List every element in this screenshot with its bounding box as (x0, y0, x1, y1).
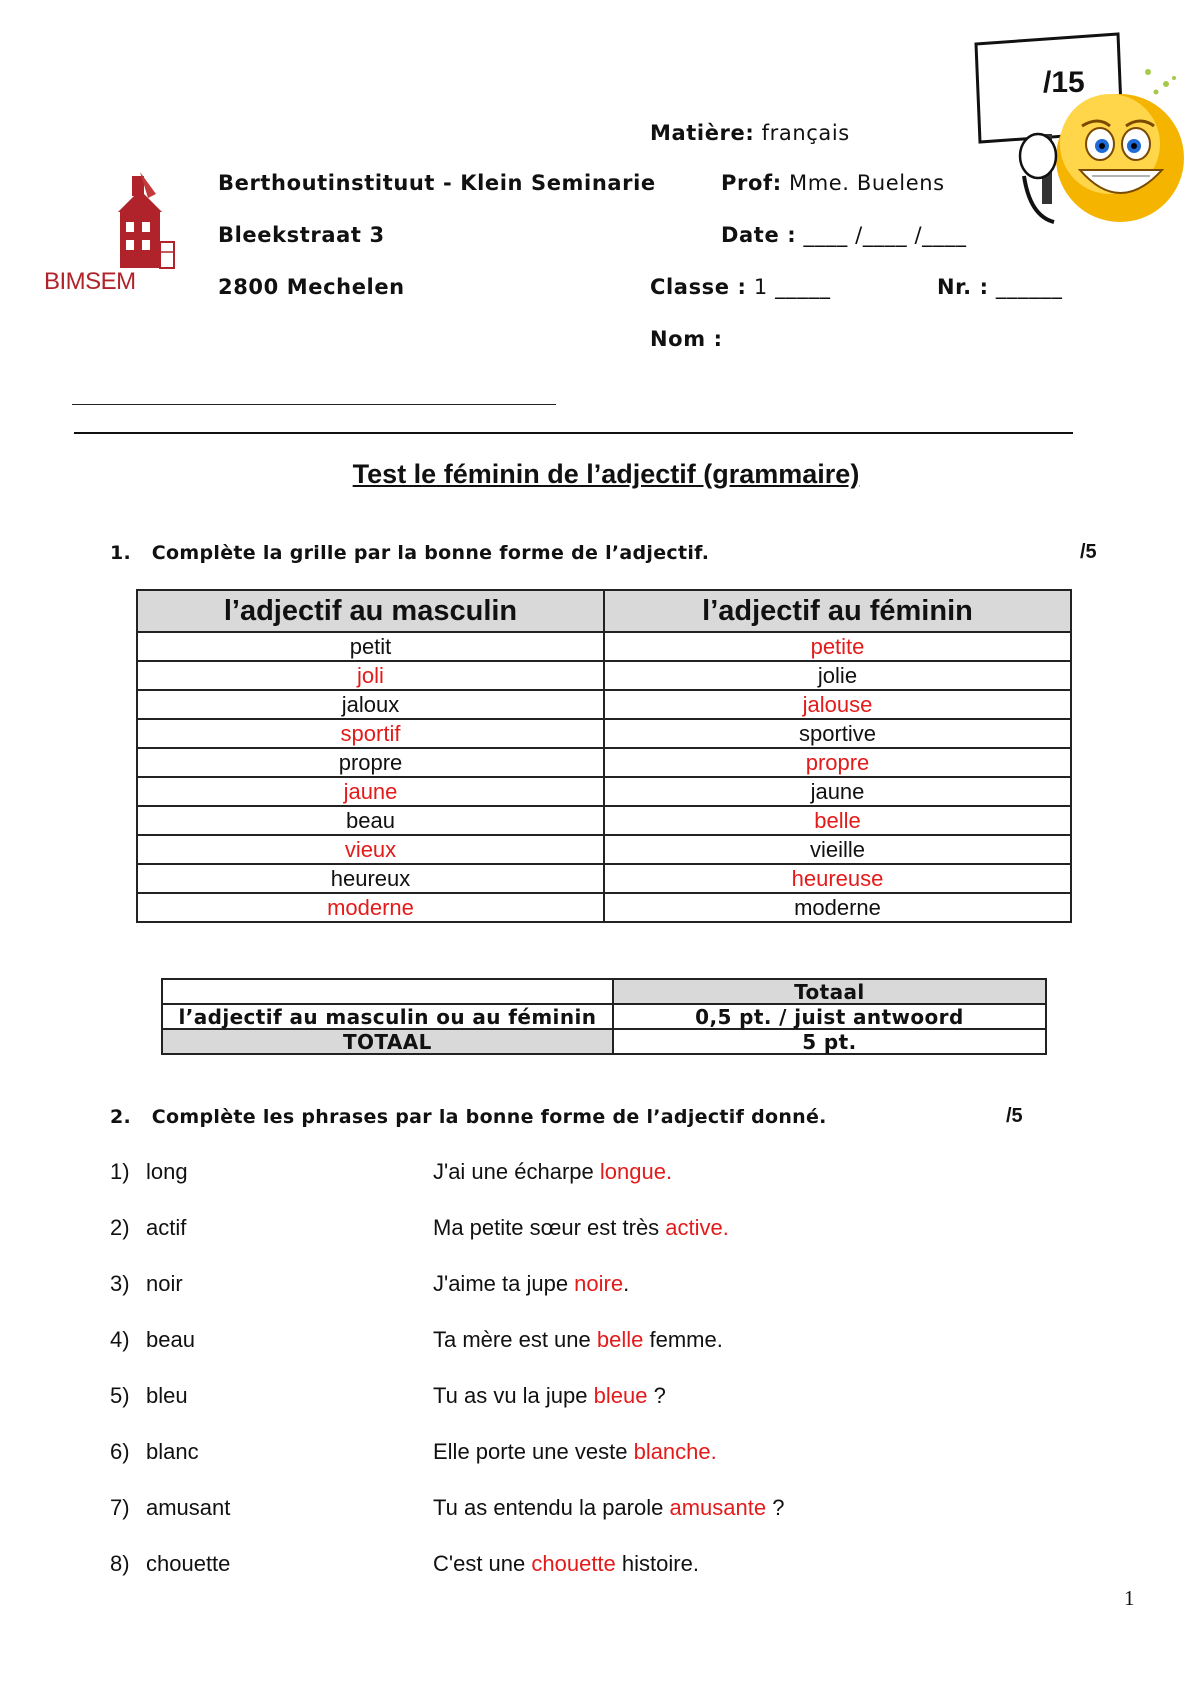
item-number: 4) (110, 1327, 130, 1352)
sentence-start: Elle porte une veste (433, 1439, 634, 1464)
masc-cell: propre (137, 748, 604, 777)
masc-cell: joli (137, 661, 604, 690)
table-row (137, 690, 1071, 719)
answer: belle (596, 1327, 644, 1352)
totals-total-value: 5 pt. (613, 1029, 1046, 1054)
masc-cell: sportif (137, 719, 604, 748)
nr-value: ______ (995, 275, 1063, 299)
masc-cell: beau (137, 806, 604, 835)
table-row (162, 1029, 1046, 1054)
masc-cell: jaune (137, 777, 604, 806)
sentence-end: histoire. (615, 1551, 699, 1576)
answer: bleue (593, 1383, 648, 1408)
col-masculin-header: l’adjectif au masculin (137, 590, 604, 632)
given-adjective: long (146, 1159, 188, 1184)
table-row (137, 835, 1071, 864)
masc-cell: moderne (137, 893, 604, 922)
table-row (137, 719, 1071, 748)
masc-cell: vieux (137, 835, 604, 864)
matiere-label: Matière: (650, 121, 755, 145)
matiere-value: français (761, 121, 850, 145)
table-row (137, 632, 1071, 661)
empty-cell (162, 979, 613, 1004)
sentence-end: ? (766, 1495, 785, 1520)
classe-label: Classe : (650, 275, 747, 299)
fem-cell: vieille (604, 835, 1071, 864)
sentence (433, 1327, 723, 1353)
sentence-end: ? (647, 1383, 666, 1408)
sentence-end: femme. (643, 1327, 723, 1352)
sentence-start: Tu as entendu la parole (433, 1495, 670, 1520)
totals-total-label: TOTAAL (162, 1029, 613, 1054)
table-row (137, 893, 1071, 922)
sentence (433, 1439, 717, 1465)
nr-label: Nr. : (937, 275, 989, 299)
sentence-start: C'est une (433, 1551, 532, 1576)
nom-label: Nom : (650, 327, 723, 351)
totals-col-header: Totaal (613, 979, 1046, 1004)
matiere-line (650, 121, 850, 145)
fem-cell: jolie (604, 661, 1071, 690)
totals-row-label: l’adjectif au masculin ou au féminin (162, 1004, 613, 1029)
sentence-start: J'aime ta jupe (433, 1271, 575, 1296)
exercise1-heading: 1. Complète la grille par la bonne forme de l’adjectif. (110, 542, 710, 564)
date-label: Date : (721, 223, 797, 247)
given-adjective: beau (146, 1327, 195, 1352)
fem-cell: moderne (604, 893, 1071, 922)
name-underline (72, 404, 556, 405)
sentence-start: Ta mère est une (433, 1327, 597, 1352)
date-line (721, 223, 967, 247)
table-row (137, 748, 1071, 777)
school-city: 2800 Mechelen (218, 275, 405, 299)
table-row (137, 777, 1071, 806)
classe-value: 1 _____ (753, 275, 831, 299)
answer: longue. (599, 1159, 673, 1184)
item-number: 6) (110, 1439, 130, 1464)
exercise1-score: /5 (1080, 541, 1097, 563)
page-title: Test le féminin de l’adjectif (grammaire) (352, 459, 860, 489)
fem-cell: petite (604, 632, 1071, 661)
answer: active. (665, 1215, 729, 1240)
item-number: 3) (110, 1271, 130, 1296)
table-row (137, 806, 1071, 835)
sentence (433, 1383, 666, 1409)
fem-cell: heureuse (604, 864, 1071, 893)
prof-line (721, 171, 945, 195)
answer: noire (574, 1271, 624, 1296)
header-divider (74, 432, 1073, 434)
given-adjective: actif (146, 1215, 187, 1240)
smiley-score-sign-icon (970, 26, 1184, 236)
fem-cell: jalouse (604, 690, 1071, 719)
sentence (433, 1215, 729, 1241)
sentence (433, 1271, 629, 1297)
item-number: 5) (110, 1383, 130, 1408)
page-number: 1 (1124, 1586, 1135, 1610)
sentence-start: J'ai une écharpe (433, 1159, 600, 1184)
answer: chouette (531, 1551, 616, 1576)
table-row (137, 864, 1071, 893)
fem-cell: belle (604, 806, 1071, 835)
grid-header-row (137, 590, 1071, 632)
masc-cell: petit (137, 632, 604, 661)
item-number: 7) (110, 1495, 130, 1520)
given-adjective: amusant (146, 1495, 231, 1520)
answer: blanche. (633, 1439, 717, 1464)
classe-line (650, 275, 831, 299)
school-street: Bleekstraat 3 (218, 223, 385, 247)
table-row (137, 661, 1071, 690)
adjective-grid (136, 589, 1072, 923)
prof-value: Mme. Buelens (789, 171, 945, 195)
item-number: 2) (110, 1215, 130, 1240)
school-logo (44, 172, 180, 295)
prof-label: Prof: (721, 171, 782, 195)
table-row (162, 1004, 1046, 1029)
given-adjective: blanc (146, 1439, 199, 1464)
exercise2-heading: 2. Complète les phrases par la bonne forme de l’adjectif donné. (110, 1106, 827, 1128)
totals-row-value: 0,5 pt. / juist antwoord (613, 1004, 1046, 1029)
sentence-start: Ma petite sœur est très (433, 1215, 666, 1240)
sentence-end: . (623, 1271, 630, 1296)
score-total: /15 (1043, 66, 1085, 99)
sentence (433, 1495, 784, 1521)
date-value: ____ /____ /____ (803, 223, 967, 247)
fem-cell: propre (604, 748, 1071, 777)
item-number: 8) (110, 1551, 130, 1576)
answer: amusante (669, 1495, 767, 1520)
col-feminin-header: l’adjectif au féminin (604, 590, 1071, 632)
logo-text: BIMSEM (44, 268, 136, 295)
building-icon (44, 172, 180, 272)
sentence (433, 1159, 672, 1185)
masc-cell: jaloux (137, 690, 604, 719)
given-adjective: chouette (146, 1551, 231, 1576)
given-adjective: bleu (146, 1383, 188, 1408)
exercise2-score: /5 (1006, 1105, 1023, 1127)
fem-cell: sportive (604, 719, 1071, 748)
sentence-start: Tu as vu la jupe (433, 1383, 594, 1408)
nr-line (937, 275, 1063, 299)
fem-cell: jaune (604, 777, 1071, 806)
given-adjective: noir (146, 1271, 183, 1296)
totals-table (161, 978, 1047, 1055)
item-number: 1) (110, 1159, 130, 1184)
sentence (433, 1551, 699, 1577)
school-name: Berthoutinstituut - Klein Seminarie (218, 171, 656, 195)
table-row (162, 979, 1046, 1004)
masc-cell: heureux (137, 864, 604, 893)
